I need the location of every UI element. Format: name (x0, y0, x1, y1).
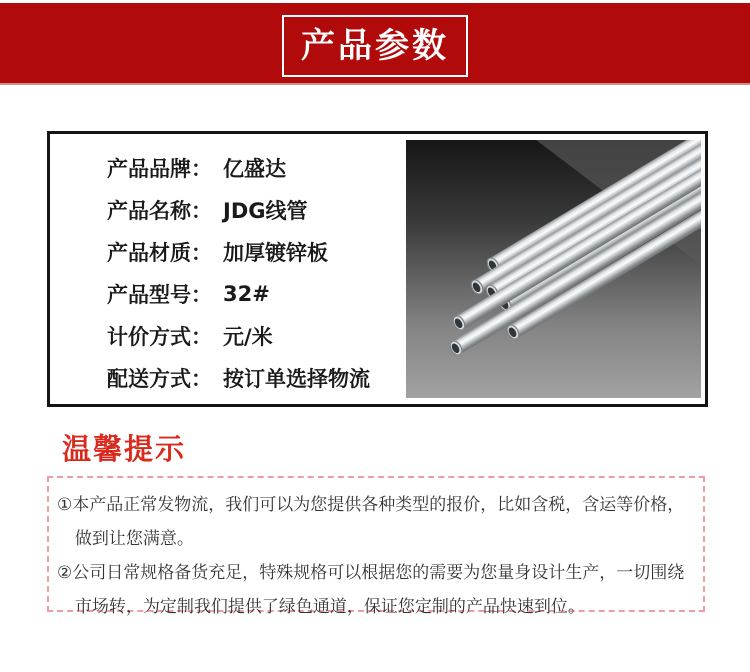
param-value: 元/米 (223, 325, 273, 349)
param-label: 产品材质： (107, 241, 212, 265)
pipes-illustration (406, 140, 701, 398)
tips-box (47, 476, 705, 617)
galvanized-jdg-conduit-pipes-photo (406, 140, 701, 398)
param-value: JDG线管 (223, 199, 308, 223)
param-label: 产品品牌： (107, 157, 212, 181)
param-row-name (107, 189, 370, 231)
param-value: 32# (223, 282, 270, 306)
param-value: 亿盛达 (223, 157, 286, 181)
param-rows (107, 147, 370, 399)
param-value: 加厚镀锌板 (223, 241, 328, 265)
tip-item-2: ②公司日常规格备货充足，特殊规格可以根据您的需要为您量身设计生产，一切围绕市场转，为定制我们提供了绿色通道，保证您定制的产品快速到位。 (57, 563, 685, 617)
param-row-delivery (107, 357, 370, 399)
param-row-material (107, 231, 370, 273)
section-title-box (282, 15, 468, 77)
tip-item-1: ①本产品正常发物流，我们可以为您提供各种类型的报价，比如含税，含运等价格，做到让您满意。 (57, 495, 685, 549)
header-band (0, 3, 750, 85)
product-params-box (47, 131, 708, 407)
param-row-model (107, 273, 370, 315)
section-title: 产品参数 (301, 26, 449, 66)
param-row-brand (107, 147, 370, 189)
tips-heading: 温馨提示 (62, 432, 187, 466)
param-label: 配送方式： (107, 367, 212, 391)
param-label: 产品名称： (107, 199, 212, 223)
param-row-pricing (107, 315, 370, 357)
param-label: 计价方式： (107, 325, 212, 349)
param-label: 产品型号： (107, 283, 212, 307)
param-value: 按订单选择物流 (223, 367, 370, 391)
